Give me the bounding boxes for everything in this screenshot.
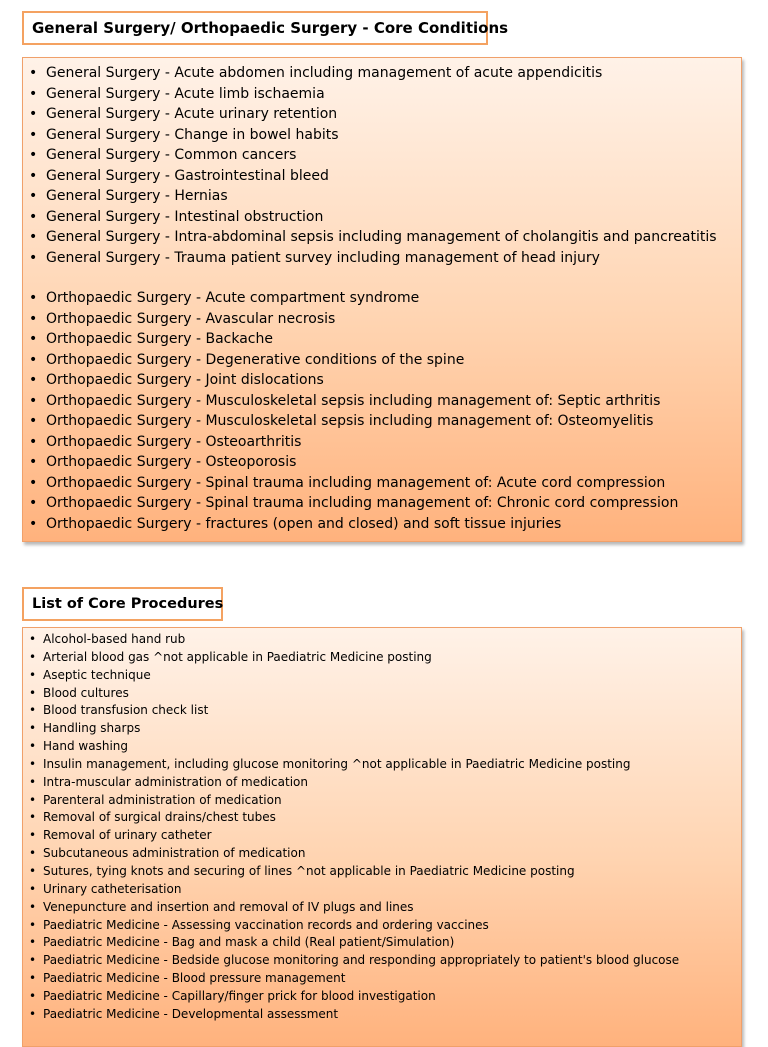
general-surgery-list xyxy=(23,63,717,268)
procedure-item: • Parenteral administration of medication xyxy=(23,792,679,810)
procedure-item: • Venepuncture and insertion and removal of IV plugs and lines xyxy=(23,899,679,917)
core-conditions-panel xyxy=(22,57,742,542)
core-procedures-title: List of Core Procedures xyxy=(22,587,223,621)
procedure-item: • Subcutaneous administration of medication xyxy=(23,845,679,863)
general-surgery-item: • General Surgery - Common cancers xyxy=(23,145,717,166)
procedure-item: • Removal of surgical drains/chest tubes xyxy=(23,809,679,827)
orthopaedic-surgery-item: • Orthopaedic Surgery - Spinal trauma including management of: Chronic cord compression xyxy=(23,493,678,514)
procedure-item: • Paediatric Medicine - Developmental assessment xyxy=(23,1006,679,1024)
general-surgery-item: • General Surgery - Acute urinary retention xyxy=(23,104,717,125)
procedure-item: • Aseptic technique xyxy=(23,667,679,685)
orthopaedic-surgery-item: • Orthopaedic Surgery - Degenerative conditions of the spine xyxy=(23,350,678,371)
orthopaedic-surgery-item: • Orthopaedic Surgery - Backache xyxy=(23,329,678,350)
general-surgery-item: • General Surgery - Intestinal obstruction xyxy=(23,207,717,228)
procedure-item: • Paediatric Medicine - Bag and mask a child (Real patient/Simulation) xyxy=(23,934,679,952)
general-surgery-item: • General Surgery - Hernias xyxy=(23,186,717,207)
orthopaedic-surgery-item: • Orthopaedic Surgery - Spinal trauma including management of: Acute cord compression xyxy=(23,473,678,494)
procedure-item: • Paediatric Medicine - Blood pressure management xyxy=(23,970,679,988)
procedure-item: • Blood transfusion check list xyxy=(23,702,679,720)
orthopaedic-surgery-item: • Orthopaedic Surgery - Musculoskeletal sepsis including management of: Osteomyelitis xyxy=(23,411,678,432)
general-surgery-item: • General Surgery - Gastrointestinal bleed xyxy=(23,166,717,187)
orthopaedic-surgery-item: • Orthopaedic Surgery - Avascular necrosis xyxy=(23,309,678,330)
procedure-item: • Paediatric Medicine - Assessing vaccination records and ordering vaccines xyxy=(23,917,679,935)
procedure-item: • Insulin management, including glucose monitoring ^not applicable in Paediatric Medicine posting xyxy=(23,756,679,774)
procedure-item: • Blood cultures xyxy=(23,685,679,703)
core-conditions-title: General Surgery/ Orthopaedic Surgery - Core Conditions xyxy=(22,11,488,45)
procedure-item: • Urinary catheterisation xyxy=(23,881,679,899)
procedure-item: • Paediatric Medicine - Bedside glucose monitoring and responding appropriately to patient's blood glucose xyxy=(23,952,679,970)
general-surgery-item: • General Surgery - Acute abdomen including management of acute appendicitis xyxy=(23,63,717,84)
core-procedures-panel xyxy=(22,627,742,1047)
orthopaedic-surgery-list xyxy=(23,288,678,534)
general-surgery-item: • General Surgery - Change in bowel habits xyxy=(23,125,717,146)
general-surgery-item: • General Surgery - Intra-abdominal sepsis including management of cholangitis and pancreatitis xyxy=(23,227,717,248)
general-surgery-item: • General Surgery - Trauma patient survey including management of head injury xyxy=(23,248,717,269)
orthopaedic-surgery-item: • Orthopaedic Surgery - Joint dislocations xyxy=(23,370,678,391)
procedure-item: • Alcohol-based hand rub xyxy=(23,631,679,649)
procedure-item: • Handling sharps xyxy=(23,720,679,738)
orthopaedic-surgery-item: • Orthopaedic Surgery - Musculoskeletal sepsis including management of: Septic arthritis xyxy=(23,391,678,412)
procedure-item: • Hand washing xyxy=(23,738,679,756)
procedure-item: • Intra-muscular administration of medication xyxy=(23,774,679,792)
procedure-item: • Sutures, tying knots and securing of lines ^not applicable in Paediatric Medicine posting xyxy=(23,863,679,881)
orthopaedic-surgery-item: • Orthopaedic Surgery - Acute compartment syndrome xyxy=(23,288,678,309)
general-surgery-item: • General Surgery - Acute limb ischaemia xyxy=(23,84,717,105)
core-procedures-list xyxy=(23,631,679,1024)
orthopaedic-surgery-item: • Orthopaedic Surgery - fractures (open and closed) and soft tissue injuries xyxy=(23,514,678,535)
orthopaedic-surgery-item: • Orthopaedic Surgery - Osteoporosis xyxy=(23,452,678,473)
procedure-item: • Arterial blood gas ^not applicable in Paediatric Medicine posting xyxy=(23,649,679,667)
procedure-item: • Paediatric Medicine - Capillary/finger prick for blood investigation xyxy=(23,988,679,1006)
procedure-item: • Removal of urinary catheter xyxy=(23,827,679,845)
orthopaedic-surgery-item: • Orthopaedic Surgery - Osteoarthritis xyxy=(23,432,678,453)
